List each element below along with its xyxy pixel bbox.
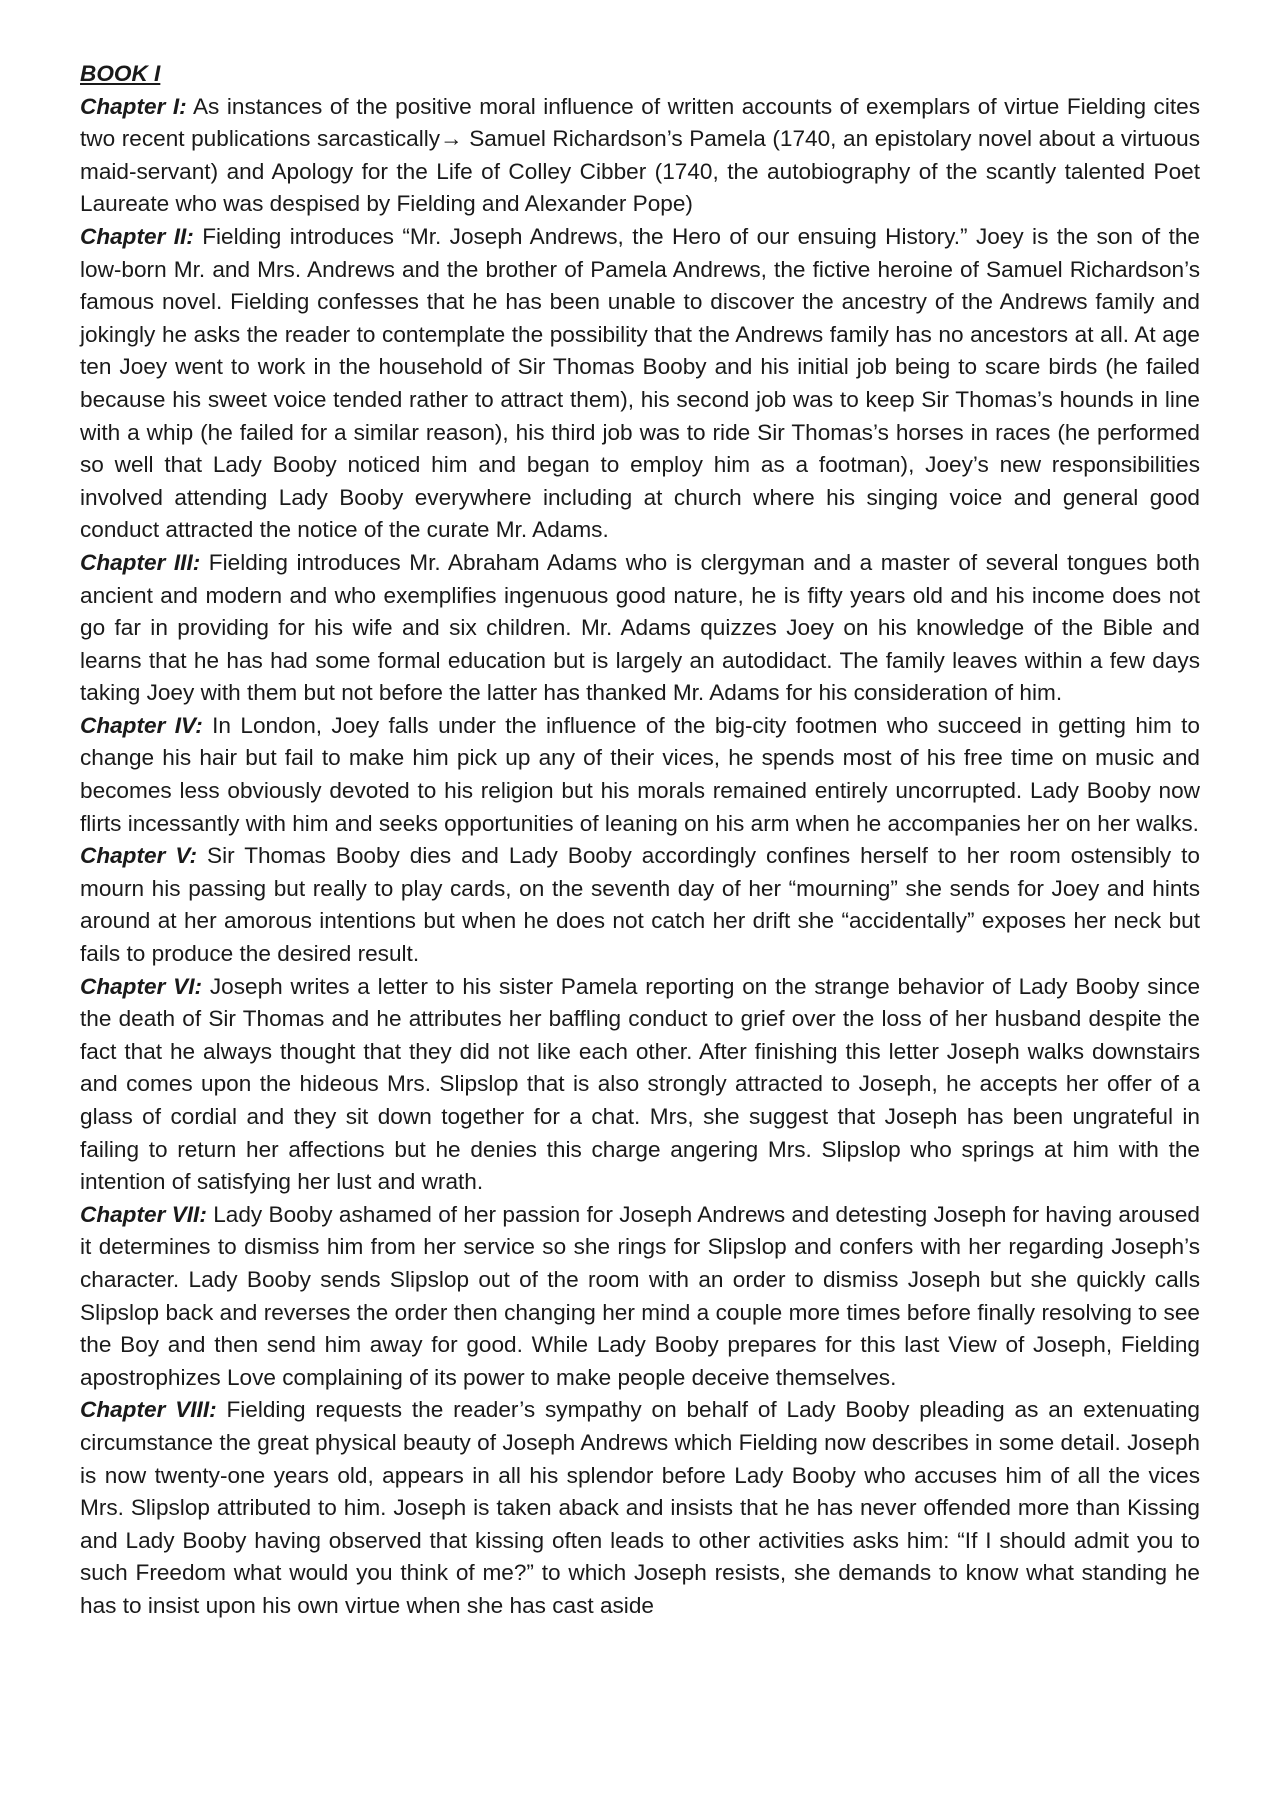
chapter-8: [80, 1394, 1200, 1622]
chapter-label: Chapter VII:: [80, 1201, 207, 1227]
chapter-text: As instances of the positive moral influence of written accounts of exemplars of virtue Fielding cites two recent publications sarcastically→ Samuel Richardson’s Pamela (1740, an epistolary novel about a virtuous maid-servant) and Apology for the Life of Colley Cibber (1740, the autobiography of the scantly talented Poet Laureate who was despised by Fielding and Alexander Pope): [80, 93, 1200, 217]
chapter-2: [80, 221, 1200, 547]
chapter-text: Fielding introduces “Mr. Joseph Andrews, the Hero of our ensuing History.” Joey is the son of the low-born Mr. and Mrs. Andrews and the brother of Pamela Andrews, the fictive heroine of Samuel Richardson’s famous novel. Fielding confesses that he has been unable to discover the ancestry of the Andrews family and jokingly he asks the reader to contemplate the possibility that the Andrews family has no ancestors at all. At age ten Joey went to work in the household of Sir Thomas Booby and his initial job being to scare birds (he failed because his sweet voice tended rather to attract them), his second job was to keep Sir Thomas’s hounds in line with a whip (he failed for a similar reason), his third job was to ride Sir Thomas’s horses in races (he performed so well that Lady Booby noticed him and began to employ him as a footman), Joey’s new responsibilities involved attending Lady Booby everywhere including at church where his singing voice and general good conduct attracted the notice of the curate Mr. Adams.: [80, 223, 1200, 543]
chapter-1: [80, 91, 1200, 221]
chapter-label: Chapter VIII:: [80, 1397, 217, 1423]
chapter-5: [80, 840, 1200, 970]
book-title: BOOK I: [80, 61, 161, 86]
chapter-label: Chapter II:: [80, 223, 194, 249]
chapter-6: [80, 971, 1200, 1199]
chapter-text: Fielding introduces Mr. Abraham Adams who is clergyman and a master of several tongues both ancient and modern and who exemplifies ingenuous good nature, he is fifty years old and his income does not go far in providing for his wife and six children. Mr. Adams quizzes Joey on his knowledge of the Bible and learns that he has had some formal education but is largely an autodidact. The family leaves within a few days taking Joey with them but not before the latter has thanked Mr. Adams for his consideration of him.: [80, 549, 1200, 706]
chapter-7: [80, 1199, 1200, 1395]
chapter-label: Chapter III:: [80, 549, 201, 575]
chapter-text: In London, Joey falls under the influence of the big-city footmen who succeed in getting him to change his hair but fail to make him pick up any of their vices, he spends most of his free time on music and becomes less obviously devoted to his religion but his morals remained entirely uncorrupted. Lady Booby now flirts incessantly with him and seeks opportunities of leaning on his arm when he accompanies her on her walks.: [80, 712, 1200, 836]
document-page: [80, 58, 1200, 1623]
chapter-text: Sir Thomas Booby dies and Lady Booby accordingly confines herself to her room ostensibly to mourn his passing but really to play cards, on the seventh day of her “mourning” she sends for Joey and hints around at her amorous intentions but when he does not catch her drift she “accidentally” exposes her neck but fails to produce the desired result.: [80, 843, 1200, 967]
chapter-label: Chapter V:: [80, 843, 198, 869]
chapter-label: Chapter VI:: [80, 973, 203, 999]
chapter-text: Joseph writes a letter to his sister Pamela reporting on the strange behavior of Lady Booby since the death of Sir Thomas and he attributes her baffling conduct to grief over the loss of her husband despite the fact that he always thought that they did not like each other. After finishing this letter Joseph walks downstairs and comes upon the hideous Mrs. Slipslop that is also strongly attracted to Joseph, he accepts her offer of a glass of cordial and they sit down together for a chat. Mrs, she suggest that Joseph has been ungrateful in failing to return her affections but he denies this charge angering Mrs. Slipslop who springs at him with the intention of satisfying her lust and wrath.: [80, 973, 1201, 1195]
chapter-text: Lady Booby ashamed of her passion for Joseph Andrews and detesting Joseph for having aroused it determines to dismiss him from her service so she rings for Slipslop and confers with her regarding Joseph’s character. Lady Booby sends Slipslop out of the room with an order to dismiss Joseph but she quickly calls Slipslop back and reverses the order then changing her mind a couple more times before finally resolving to see the Boy and then send him away for good. While Lady Booby prepares for this last View of Joseph, Fielding apostrophizes Love complaining of its power to make people deceive themselves.: [80, 1201, 1200, 1390]
chapter-4: [80, 710, 1200, 840]
chapter-label: Chapter I:: [80, 93, 187, 119]
chapter-label: Chapter IV:: [80, 712, 203, 738]
chapter-3: [80, 547, 1200, 710]
chapter-text: Fielding requests the reader’s sympathy on behalf of Lady Booby pleading as an extenuating circumstance the great physical beauty of Joseph Andrews which Fielding now describes in some detail. Joseph is now twenty-one years old, appears in all his splendor before Lady Booby who accuses him of all the vices Mrs. Slipslop attributed to him. Joseph is taken aback and insists that he has never offended more than Kissing and Lady Booby having observed that kissing often leads to other activities asks him: “If I should admit you to such Freedom what would you think of me?” to which Joseph resists, she demands to know what standing he has to insist upon his own virtue when she has cast aside: [80, 1397, 1200, 1618]
